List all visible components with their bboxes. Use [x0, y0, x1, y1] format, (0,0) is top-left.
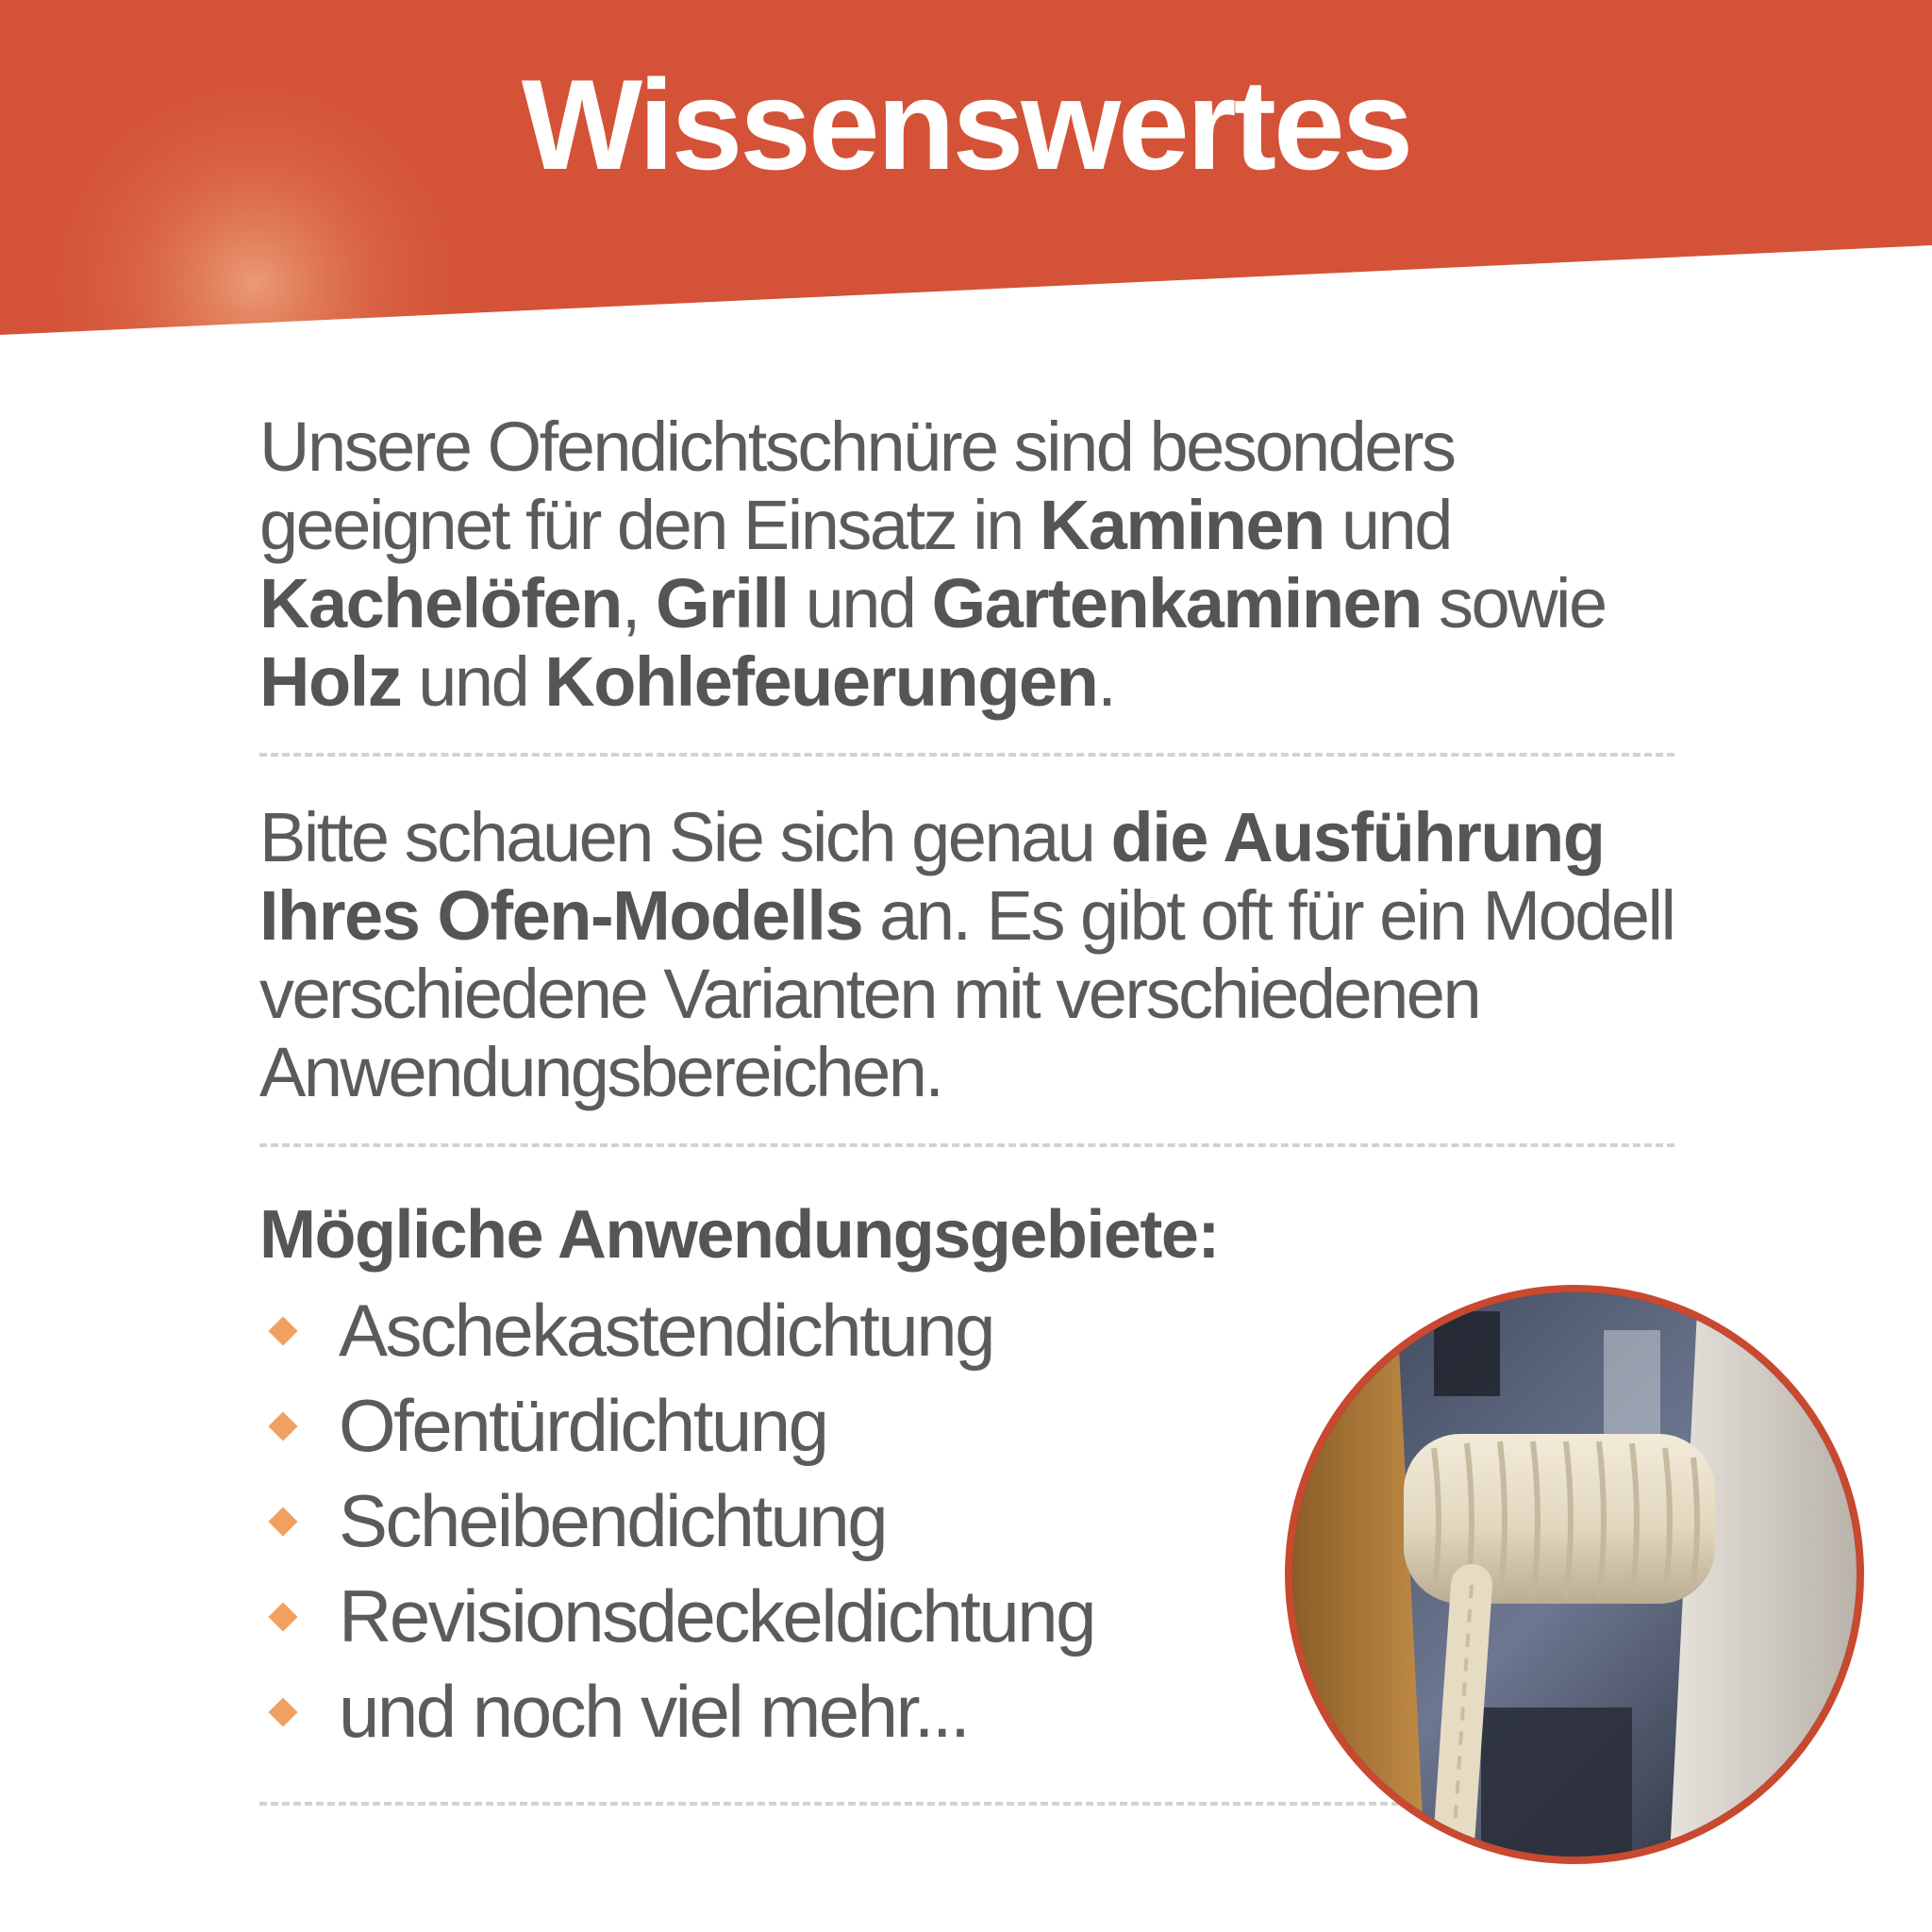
dashed-divider	[259, 753, 1674, 757]
list-item	[259, 1378, 1094, 1474]
applications-list	[259, 1283, 1094, 1759]
intro-text: sowie	[1421, 564, 1606, 642]
list-item	[259, 1569, 1094, 1664]
dashed-divider	[259, 1802, 1410, 1806]
intro-text: und	[401, 642, 545, 721]
list-item	[259, 1664, 1094, 1759]
intro-highlight: Kachelöfen	[259, 564, 622, 642]
list-item	[259, 1283, 1094, 1378]
list-item-label: und noch viel mehr...	[339, 1670, 969, 1753]
notice-highlight: die Ausführung Ihres Ofen-Modells	[259, 798, 1605, 955]
intro-highlight: Holz	[259, 642, 402, 721]
diamond-bullet-icon	[268, 1602, 297, 1631]
list-item	[259, 1474, 1094, 1569]
notice-text: Bitte schauen Sie sich genau	[259, 798, 1111, 876]
dashed-divider	[259, 1143, 1674, 1147]
intro-text: .	[1097, 642, 1115, 721]
diamond-bullet-icon	[268, 1316, 297, 1345]
intro-text: Unsere Ofendichtschnüre sind besonders geeignet für den Einsatz in	[259, 408, 1455, 564]
product-photo	[1285, 1285, 1864, 1864]
intro-highlight: Grill	[656, 564, 789, 642]
page-title: Wissenswertes	[521, 53, 1411, 196]
diamond-bullet-icon	[268, 1507, 297, 1536]
intro-text: ,	[621, 564, 656, 642]
list-item-label: Aschekastendichtung	[339, 1289, 993, 1372]
diamond-bullet-icon	[268, 1697, 297, 1726]
list-item-label: Scheibendichtung	[339, 1479, 887, 1562]
intro-paragraph	[259, 408, 1693, 721]
intro-text: und	[788, 564, 932, 642]
notice-text: an. Es gibt oft für ein Modell verschiedene Varianten mit verschiedenen Anwendungsbereichen.	[259, 876, 1674, 1111]
rope-roll-illustration	[1292, 1292, 1857, 1857]
diamond-bullet-icon	[268, 1411, 297, 1441]
applications-heading: Mögliche Anwendungsgebiete:	[259, 1197, 1219, 1273]
intro-highlight: Kaminen	[1039, 486, 1324, 564]
list-item-label: Ofentürdichtung	[339, 1384, 827, 1467]
intro-highlight: Gartenkaminen	[931, 564, 1422, 642]
intro-highlight: Kohlefeuerungen	[544, 642, 1098, 721]
intro-text: und	[1324, 486, 1451, 564]
notice-paragraph	[259, 798, 1693, 1111]
list-item-label: Revisionsdeckeldichtung	[339, 1574, 1094, 1657]
